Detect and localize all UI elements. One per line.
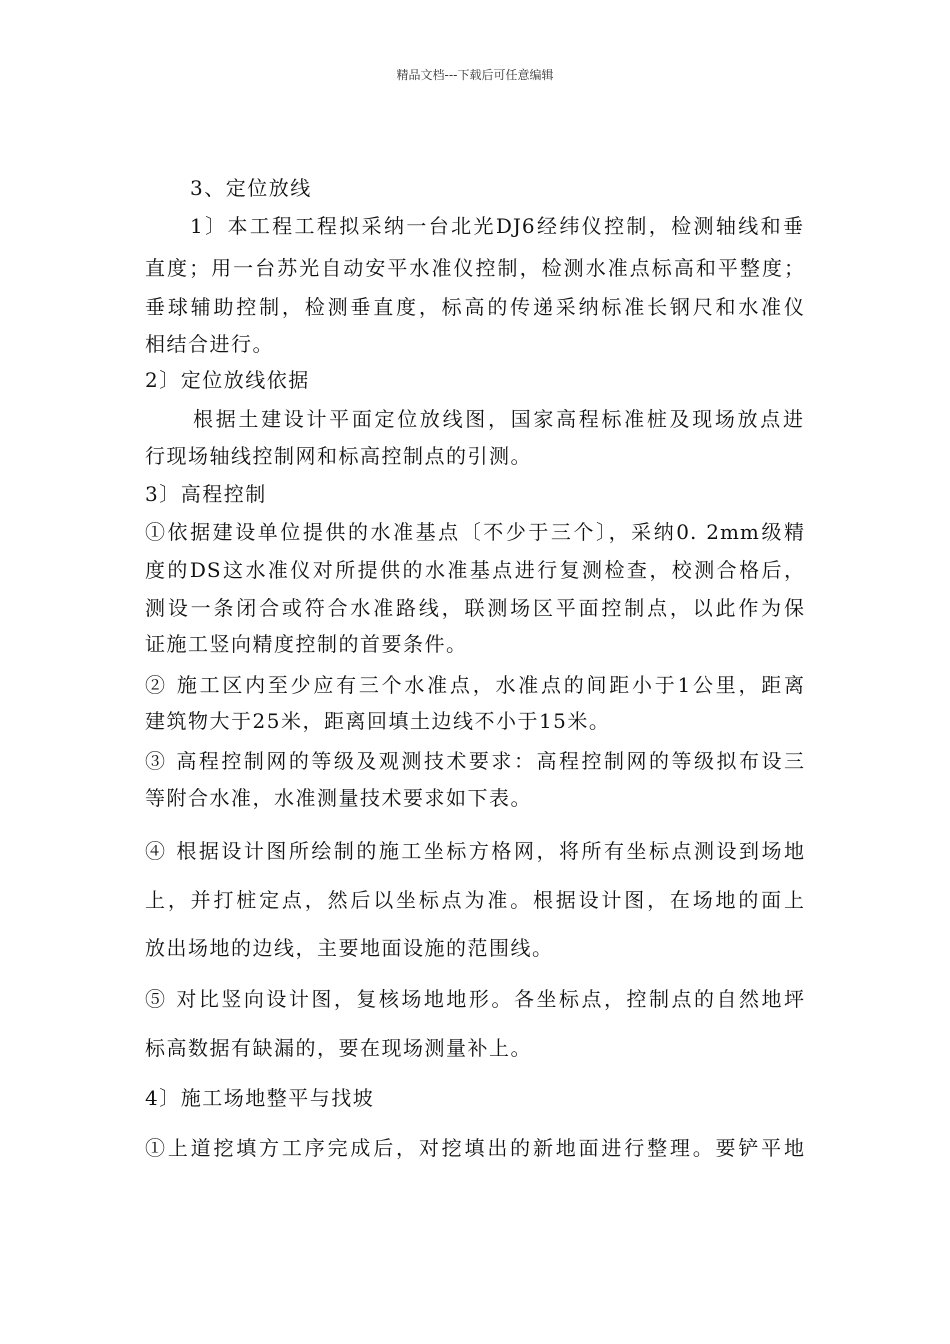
paragraph-line: 垂球辅助控制，检测垂直度，标高的传递采纳标准长钢尺和水准仪 [145, 295, 805, 319]
paragraph-line: 1〕本工程工程拟采纳一台北光DJ6经纬仪控制，检测轴线和垂 [190, 214, 804, 238]
paragraph-line: 直度；用一台苏光自动安平水准仪控制，检测水准点标高和平整度； [145, 256, 805, 280]
paragraph-line: ③ 高程控制网的等级及观测技术要求：高程控制网的等级拟布设三 [145, 749, 805, 773]
paragraph-line: 证施工竖向精度控制的首要条件。 [145, 632, 468, 656]
subsection-heading: 4〕施工场地整平与找坡 [145, 1086, 375, 1110]
paragraph-line: 度的DS这水准仪对所提供的水准基点进行复测检查，校测合格后， [145, 558, 805, 582]
paragraph-line: 根据土建设计平面定位放线图，国家高程标准桩及现场放点进 [193, 407, 804, 431]
subsection-heading: 2〕定位放线依据 [145, 368, 310, 392]
paragraph-line: 上，并打桩定点，然后以坐标点为准。根据设计图，在场地的面上 [145, 888, 805, 912]
paragraph-line: 标高数据有缺漏的，要在现场测量补上。 [145, 1036, 532, 1060]
paragraph-line: 相结合进行。 [145, 332, 274, 356]
paragraph-line: ⑤ 对比竖向设计图，复核场地地形。各坐标点，控制点的自然地坪 [145, 987, 805, 1011]
paragraph-line: 测设一条闭合或符合水准路线，联测场区平面控制点，以此作为保 [145, 596, 805, 620]
paragraph-line: 行现场轴线控制网和标高控制点的引测。 [145, 444, 532, 468]
paragraph-line: ② 施工区内至少应有三个水准点，水准点的间距小于1公里，距离 [145, 673, 805, 697]
section-heading: 3、定位放线 [190, 176, 312, 200]
paragraph-line: 等附合水准，水准测量技术要求如下表。 [145, 786, 532, 810]
subsection-heading: 3〕高程控制 [145, 482, 267, 506]
paragraph-line: ④ 根据设计图所绘制的施工坐标方格网，将所有坐标点测设到场地 [145, 839, 805, 863]
page-header: 精品文档---下载后可任意编辑 [396, 68, 554, 82]
paragraph-line: 放出场地的边线，主要地面设施的范围线。 [145, 936, 554, 960]
paragraph-line: 建筑物大于25米，距离回填土边线不小于15米。 [145, 709, 611, 733]
paragraph-line: ①依据建设单位提供的水准基点〔不少于三个〕，采纳0. 2mm级精 [145, 520, 805, 544]
paragraph-line: ①上道挖填方工序完成后，对挖填出的新地面进行整理。要铲平地 [145, 1136, 805, 1160]
